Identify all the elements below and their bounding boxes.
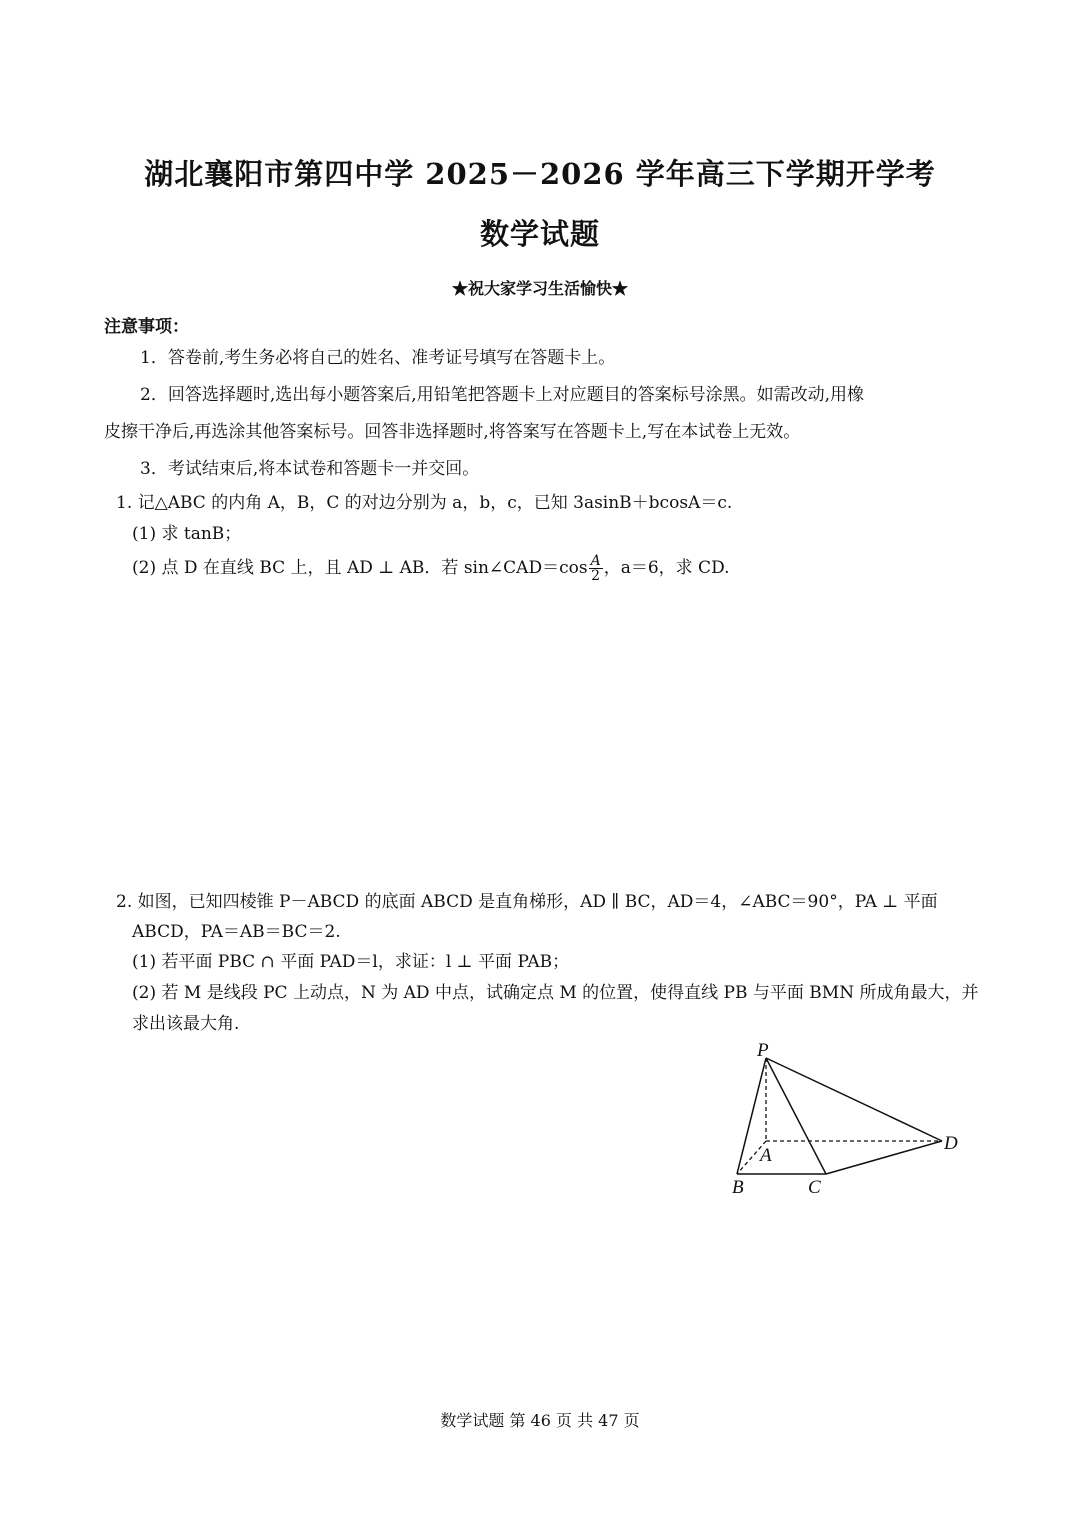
notice-item-1: 1．答卷前,考生务必将自己的姓名、准考证号填写在答题卡上。 xyxy=(140,348,616,368)
blessing-line: ★祝大家学习生活愉快★ xyxy=(451,279,628,298)
exam-subtitle: 数学试题 xyxy=(479,217,600,251)
pyramid-figure xyxy=(720,1030,980,1205)
edge-pd xyxy=(766,1058,942,1141)
question-2-part-2-line-1: (2) 若 M 是线段 PC 上动点，N 为 AD 中点，试确定点 M 的位置，使得直线 PB 与平面 BMN 所成角最大，并 xyxy=(132,983,979,1003)
label-c: C xyxy=(808,1177,821,1198)
edge-pc xyxy=(766,1058,826,1174)
notice-item-2-line-1: 2．回答选择题时,选出每小题答案后,用铅笔把答题卡上对应题目的答案标号涂黑。如需改动,用橡 xyxy=(140,385,865,405)
notice-item-2-line-2: 皮擦干净后,再选涂其他答案标号。回答非选择题时,将答案写在答题卡上,写在本试卷上无效。 xyxy=(104,422,801,442)
question-1-part-1: (1) 求 tanB； xyxy=(132,524,242,544)
question-2-stem-line-1: 2. 如图，已知四棱锥 P－ABCD 的底面 ABCD 是直角梯形，AD ∥ BC，AD＝4，∠ABC＝90°，PA ⊥ 平面 xyxy=(116,892,938,912)
label-a: A xyxy=(760,1145,772,1166)
label-d: D xyxy=(944,1133,958,1154)
notice-item-3: 3．考试结束后,将本试卷和答题卡一并交回。 xyxy=(140,459,480,479)
question-2-part-1: (1) 若平面 PBC ∩ 平面 PAD＝l，求证：l ⊥ 平面 PAB； xyxy=(132,952,570,972)
edge-cd xyxy=(826,1141,942,1174)
fraction-a-over-2 xyxy=(589,554,603,583)
fraction-numerator: A xyxy=(590,553,601,569)
fraction-denominator: 2 xyxy=(591,568,601,584)
question-1-part-2 xyxy=(132,552,730,584)
notice-heading: 注意事项： xyxy=(104,317,189,337)
question-2-stem-line-2: ABCD，PA＝AB＝BC＝2. xyxy=(132,922,341,942)
question-1-part-2-text-a: (2) 点 D 在直线 BC 上，且 AD ⊥ AB．若 sin∠CAD＝cos xyxy=(132,558,588,578)
exam-title: 湖北襄阳市第四中学 2025－2026 学年高三下学期开学考 xyxy=(144,157,936,191)
page-footer: 数学试题 第 46 页 共 47 页 xyxy=(440,1411,640,1430)
question-1-stem: 1. 记△ABC 的内角 A，B，C 的对边分别为 a，b，c，已知 3asinB＋bcosA＝c. xyxy=(116,493,733,513)
label-p: P xyxy=(757,1040,769,1061)
question-2-part-2-line-2: 求出该最大角. xyxy=(132,1014,240,1034)
question-1-part-2-text-b: ，a＝6，求 CD. xyxy=(603,558,730,578)
label-b: B xyxy=(732,1177,744,1198)
